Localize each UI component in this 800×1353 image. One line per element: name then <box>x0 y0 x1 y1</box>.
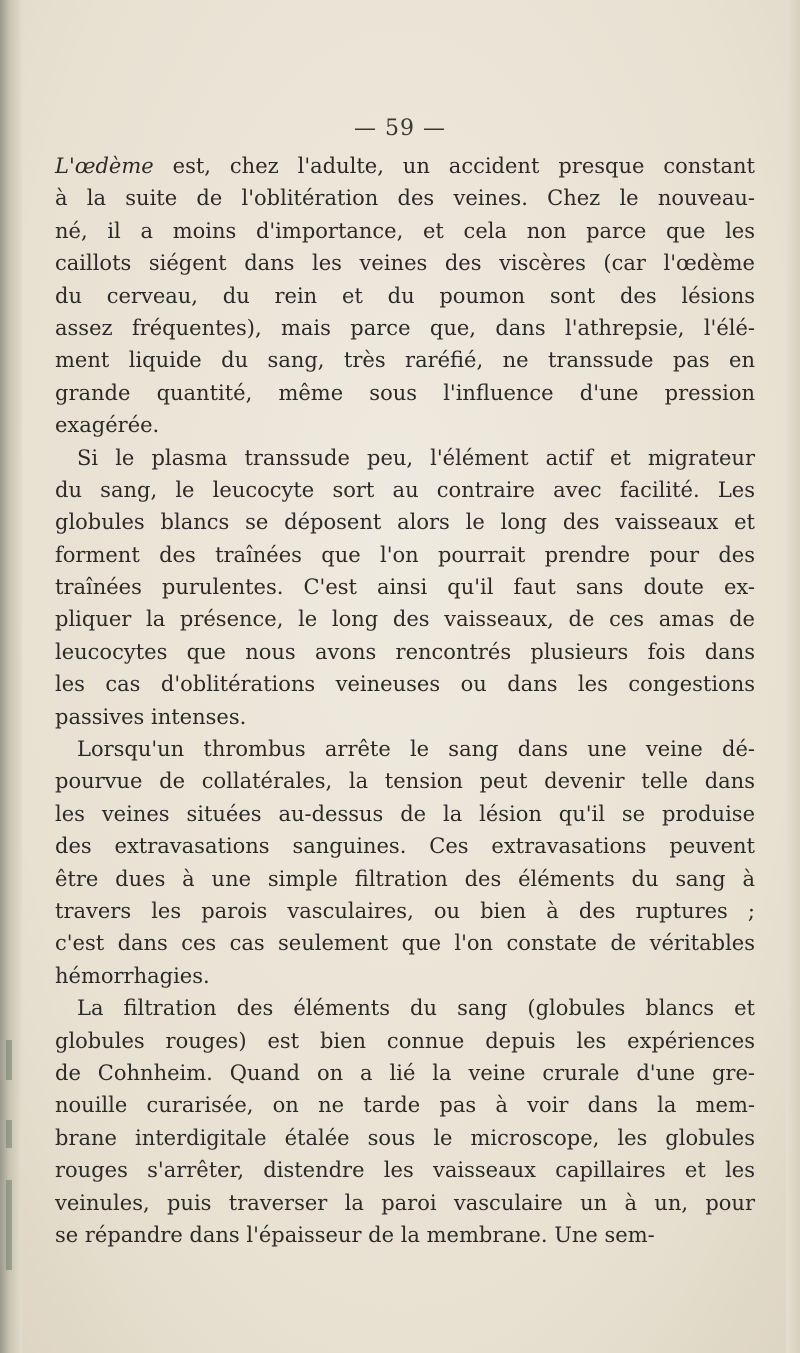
text-line <box>55 992 755 1024</box>
text-line <box>55 765 755 797</box>
text-line <box>55 474 755 506</box>
text-line <box>55 215 755 247</box>
text-line <box>55 830 755 862</box>
text-line <box>55 895 755 927</box>
line-text: nouille curarisée, on ne tarde pas à voir dans la mem- <box>55 1093 755 1118</box>
text-line <box>55 1057 755 1089</box>
text-line <box>55 182 755 214</box>
text-line <box>55 603 755 635</box>
line-text: à la suite de l'oblitération des veines. Chez le nouveau- <box>55 186 755 211</box>
binding-mark <box>6 1120 12 1148</box>
line-text: La filtration des éléments du sang (globules blancs et <box>77 996 755 1021</box>
text-line <box>55 247 755 279</box>
paragraph <box>55 992 755 1251</box>
text-line <box>55 312 755 344</box>
text-line <box>55 863 755 895</box>
line-text: ment liquide du sang, très raréfié, ne transsude pas en <box>55 348 755 373</box>
line-text: leucocytes que nous avons rencontrés plusieurs fois dans <box>55 639 755 664</box>
text-line <box>55 506 755 538</box>
text-line <box>55 1122 755 1154</box>
line-text: les cas d'oblitérations veineuses ou dans les congestions <box>55 672 755 697</box>
text-line <box>55 1187 755 1219</box>
page-number: — 59 — <box>354 116 446 141</box>
line-text: de Cohnheim. Quand on a lié la veine crurale d'une gre- <box>55 1060 755 1085</box>
line-text: est, chez l'adulte, un accident presque constant <box>153 154 755 178</box>
text-line <box>55 668 755 700</box>
text-line <box>55 280 755 312</box>
line-text: être dues à une simple filtration des éléments du sang à <box>55 866 755 891</box>
paragraph <box>55 150 755 442</box>
text-line <box>55 798 755 830</box>
line-text: rouges s'arrêter, distendre les vaisseaux capillaires et les <box>55 1158 755 1183</box>
line-text: les veines situées au-dessus de la lésion qu'il se produise <box>55 801 755 826</box>
body-text <box>55 150 755 1251</box>
line-text: des extravasations sanguines. Ces extravasations peuvent <box>55 834 755 859</box>
book-spine-shadow <box>0 0 22 1353</box>
line-text: du sang, le leucocyte sort au contraire avec facilité. Les <box>55 477 755 502</box>
line-text: forment des traînées que l'on pourrait prendre pour des <box>55 542 755 567</box>
line-text: Lorsqu'un thrombus arrête le sang dans une veine dé- <box>77 737 755 762</box>
line-text: brane interdigitale étalée sous le microscope, les globules <box>55 1125 755 1150</box>
line-text: globules rouges) est bien connue depuis les expériences <box>55 1028 755 1053</box>
line-text: caillots siégent dans les veines des viscères (car l'œdème <box>55 251 755 276</box>
text-line <box>55 571 755 603</box>
text-line <box>55 1089 755 1121</box>
line-text: assez fréquentes), mais parce que, dans l'athrepsie, l'élé- <box>55 315 755 340</box>
line-text: travers les parois vasculaires, ou bien à des ruptures ; <box>55 898 755 923</box>
line-text: du cerveau, du rein et du poumon sont des lésions <box>55 283 755 308</box>
text-line <box>55 960 755 992</box>
paragraph <box>55 442 755 734</box>
binding-mark <box>6 1040 12 1080</box>
italic-term: L'œdème <box>55 154 154 178</box>
text-line <box>55 1025 755 1057</box>
paragraph <box>55 733 755 992</box>
text-line <box>55 377 755 409</box>
line-text: traînées purulentes. C'est ainsi qu'il faut sans doute ex- <box>55 575 755 600</box>
line-text: c'est dans ces cas seulement que l'on constate de véritables <box>55 931 755 956</box>
line-text: exagérée. <box>55 413 160 438</box>
line-text: grande quantité, même sous l'influence d'une pression <box>55 380 755 405</box>
page-edge <box>786 0 800 1353</box>
text-line <box>55 1219 755 1251</box>
binding-mark <box>6 1180 12 1270</box>
text-line <box>55 442 755 474</box>
line-text: pourvue de collatérales, la tension peut devenir telle dans <box>55 769 755 794</box>
text-line <box>55 733 755 765</box>
line-text: veinules, puis traverser la paroi vasculaire un à un, pour <box>55 1190 755 1215</box>
line-text: Si le plasma transsude peu, l'élément actif et migrateur <box>77 445 755 470</box>
line-text: globules blancs se déposent alors le long des vaisseaux et <box>55 510 755 535</box>
text-line <box>55 539 755 571</box>
line-text: passives intenses. <box>55 704 247 729</box>
text-line <box>55 701 755 733</box>
line-text: pliquer la présence, le long des vaisseaux, de ces amas de <box>55 607 755 632</box>
line-text: né, il a moins d'importance, et cela non parce que les <box>55 218 755 243</box>
text-line <box>55 927 755 959</box>
text-line <box>55 1154 755 1186</box>
text-line <box>55 636 755 668</box>
line-text: hémorrhagies. <box>55 963 210 988</box>
line-text: se répandre dans l'épaisseur de la membrane. Une sem- <box>55 1222 655 1247</box>
text-line <box>55 150 755 182</box>
text-line <box>55 344 755 376</box>
text-line <box>55 409 755 441</box>
